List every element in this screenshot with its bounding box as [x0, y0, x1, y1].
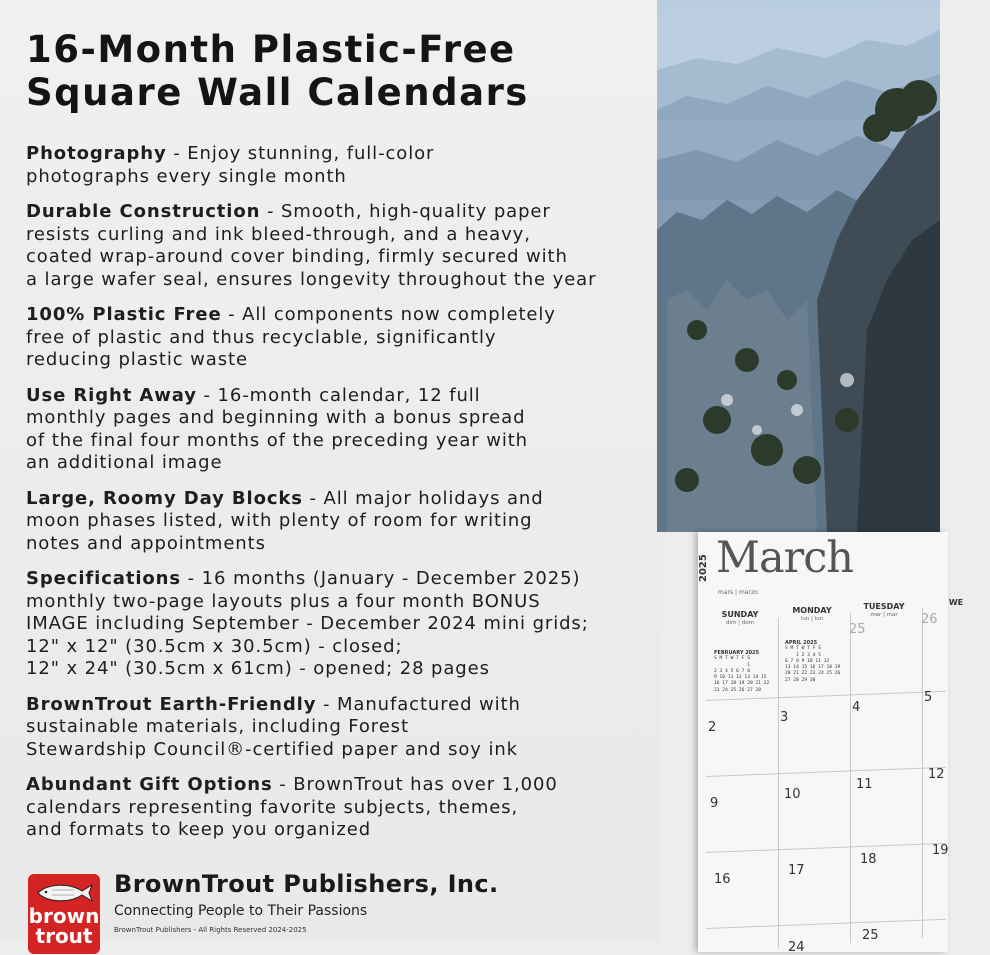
- fish-icon: [34, 880, 94, 906]
- day-header-sub: mar | mar: [870, 612, 898, 618]
- mini-calendar-row: 9 10 11 12 13 14 15: [714, 675, 767, 681]
- feature-line: Abundant Gift Options - BrownTrout has over 1,000: [26, 774, 558, 795]
- feature-item: [26, 304, 656, 372]
- mountain-photo: [657, 0, 940, 532]
- date-number: 17: [788, 863, 805, 878]
- feature-line: Photography - Enjoy stunning, full-color: [26, 143, 435, 164]
- date-number: 18: [860, 852, 877, 867]
- feature-line: Specifications - 16 months (January - December 2025): [26, 568, 581, 589]
- feature-item: [26, 143, 656, 188]
- mini-calendar-row: 16 17 18 19 20 21 22: [714, 681, 770, 687]
- feature-line: monthly two-page layouts plus a four month BONUS: [26, 590, 541, 612]
- date-number: 10: [784, 787, 801, 802]
- feature-line: 12" x 12" (30.5cm x 30.5cm) - closed;: [26, 635, 403, 657]
- column-divider: [850, 613, 851, 943]
- mini-calendar: [785, 640, 840, 684]
- mini-calendar-head: S M T W T F S: [714, 656, 750, 662]
- feature-line: Use Right Away - 16-month calendar, 12 full: [26, 384, 481, 406]
- feature-line: BrownTrout Earth-Friendly - Manufactured with: [26, 693, 521, 715]
- date-number: 3: [780, 710, 789, 725]
- day-header: MONDAY: [792, 606, 832, 615]
- feature-line: free of plastic and thus recyclable, significantly: [26, 326, 497, 348]
- feature-name: Specifications: [26, 568, 181, 589]
- day-header-sub: dim | dom: [726, 620, 754, 626]
- feature-list: [26, 143, 656, 855]
- feature-line: a large wafer seal, ensures longevity throughout the year: [26, 268, 597, 290]
- feature-item: [26, 568, 656, 681]
- day-header: TUESDAY: [863, 602, 905, 611]
- feature-item: [26, 694, 656, 762]
- feature-line: notes and appointments: [26, 532, 266, 554]
- feature-line: of the final four months of the preceding year with: [26, 429, 528, 451]
- column-divider: [922, 608, 923, 938]
- logo-text-brown: brown: [28, 904, 100, 928]
- mini-calendar-row: 6 7 8 9 10 11 12: [785, 658, 830, 664]
- mini-calendar: [714, 650, 769, 694]
- mini-calendar-row: 20 21 22 23 24 25 26: [785, 671, 841, 677]
- day-header-sub: lun | lun: [800, 616, 824, 622]
- date-number: 25: [862, 928, 879, 943]
- mini-calendar-row: 1: [714, 662, 750, 668]
- feature-line: sustainable materials, including Forest: [26, 716, 409, 737]
- feature-line: Stewardship Council®-certified paper and soy ink: [26, 738, 518, 760]
- mini-calendar-row: 1 2 3 4 5: [785, 652, 821, 658]
- date-number: 25: [849, 622, 866, 637]
- feature-line: 12" x 24" (30.5cm x 61cm) - opened; 28 pages: [26, 658, 490, 679]
- date-number: 9: [710, 796, 719, 811]
- feature-name: Abundant Gift Options: [26, 774, 273, 795]
- feature-name: Use Right Away: [26, 384, 197, 406]
- feature-line: Large, Roomy Day Blocks - All major holidays and: [26, 487, 544, 509]
- column-divider: [778, 618, 779, 948]
- feature-line: Durable Construction - Smooth, high-quality paper: [26, 201, 551, 222]
- date-number: 16: [714, 872, 731, 887]
- date-number: 24: [788, 940, 805, 955]
- title-line-1: 16-Month Plastic-Free: [26, 28, 516, 71]
- feature-line: IMAGE including September - December 2024 mini grids;: [26, 613, 589, 634]
- publisher-tagline: Connecting People to Their Passions: [114, 903, 368, 919]
- feature-line: calendars representing favorite subjects, themes,: [26, 796, 519, 818]
- date-number: 12: [928, 767, 945, 782]
- feature-line: reducing plastic waste: [26, 349, 248, 370]
- feature-item: [26, 488, 656, 556]
- date-number: 26: [921, 612, 938, 627]
- browntrout-logo: [28, 874, 100, 954]
- mini-calendar-row: 13 14 15 16 17 18 19: [785, 665, 841, 671]
- mini-calendar-row: 23 24 25 26 27 28: [714, 687, 762, 693]
- date-number: 11: [856, 777, 873, 792]
- feature-name: BrownTrout Earth-Friendly: [26, 693, 317, 715]
- publisher-name: BrownTrout Publishers, Inc.: [114, 870, 499, 898]
- date-number: 19: [932, 843, 949, 858]
- feature-name: Photography: [26, 143, 167, 164]
- date-number: 5: [924, 690, 933, 705]
- mini-calendar-title: FEBRUARY 2025: [714, 650, 760, 656]
- feature-name: 100% Plastic Free: [26, 304, 222, 325]
- feature-line: monthly pages and beginning with a bonus spread: [26, 407, 526, 428]
- page-title: [26, 28, 646, 114]
- mini-calendar-row: 2 3 4 5 6 7 8: [714, 668, 750, 674]
- copyright-text: BrownTrout Publishers - All Rights Reserved 2024-2025: [114, 926, 307, 934]
- mini-calendar-title: APRIL 2025: [785, 640, 818, 646]
- feature-line: coated wrap-around cover binding, firmly secured with: [26, 246, 568, 267]
- feature-line: and formats to keep you organized: [26, 819, 372, 840]
- feature-line: resists curling and ink bleed-through, and a heavy,: [26, 223, 531, 245]
- feature-item: [26, 774, 656, 842]
- calendar-month-sub: mars | marzo: [718, 589, 758, 596]
- feature-name: Large, Roomy Day Blocks: [26, 487, 303, 509]
- logo-text-trout: trout: [35, 924, 93, 948]
- feature-line: an additional image: [26, 452, 223, 473]
- feature-line: moon phases listed, with plenty of room for writing: [26, 510, 533, 531]
- day-header: SUNDAY: [721, 610, 759, 619]
- day-header: WE: [948, 598, 964, 607]
- feature-item: [26, 201, 656, 291]
- feature-item: [26, 385, 656, 475]
- date-number: 4: [852, 700, 861, 715]
- feature-line: 100% Plastic Free - All components now completely: [26, 304, 556, 325]
- feature-name: Durable Construction: [26, 201, 261, 222]
- feature-line: photographs every single month: [26, 165, 347, 187]
- mini-calendar-row: 27 28 29 30: [785, 677, 816, 683]
- date-number: 2: [708, 720, 717, 735]
- mini-calendar-head: S M T W T F S: [785, 646, 821, 652]
- title-line-2: Square Wall Calendars: [26, 71, 529, 114]
- calendar-year: 2025: [698, 554, 709, 582]
- calendar-month: March: [716, 533, 853, 583]
